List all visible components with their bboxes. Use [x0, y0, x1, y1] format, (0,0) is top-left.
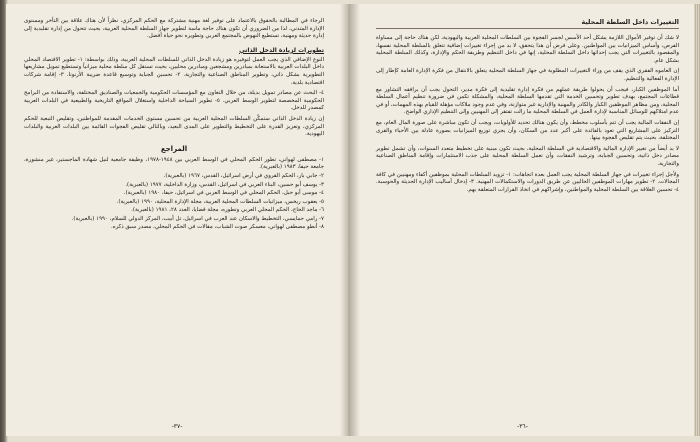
right-page: [350, 4, 695, 436]
reference-item: ٥- يعقوب ريخس، ميزانيات السلطات المحلية العربية، مجلة الإدارة المحلية، ١٩٩٠ (بالعبرية).: [116, 198, 324, 205]
paragraph: الرجاء في المطالبة بالحقوق بالاعتماد على توفير لغة مهنية مشتركة مع الحكم المركزي، نظراً لأن هناك علاقة بين التأخر ومستوى الإدارة المتدني، لذا من الضروري أن تكون هناك حاجة ماسة لتطوير جهاز السلطة المحلية العربية، بحيث تتحول من إدارة تقليدية إلى إدارة حديثة ومهنية، تستطيع النهوض بالمجتمع العربي وتطويره نحو حياة أفضل.: [24, 18, 324, 40]
reference-item: ٦- ماجد الحاج، الحكم المحلي العربي وتطوره، مجلة قضايا، العدد ٢٨، ١٩٨١ (بالعبرية).: [131, 207, 324, 214]
page-number-left: -٣٧-: [171, 423, 183, 430]
right-body-text: [376, 35, 679, 194]
paragraph: إن النفقات المالية يجب أن تتم بأسلوب مخطط، وأن يكون هنالك تحديد للأولويات، ويجب أن تكون مباشرة على صورة المال العام، مع التركيز على المشاريع التي تعود بالفائدة على أكبر عدد من السكان، وأن يجري توزيع الميزانيات بصورة عادلة بين الأحياء والقرى المختلفة، بحيث يتم تقليص الفجوة بينها.: [376, 119, 679, 142]
reference-item: ١- مصطفى لهواني، تطور الحكم المحلي في الوسط العربي بين ١٩٤٨-١٩٧٨، وظيفة جامعية لنيل شهادة الماجستير، غير منشورة، جامعة حيفا، ١٩٨٣ (بالعبرية).: [24, 156, 324, 171]
paragraph: إن العاموه الفقري الذي يقف من وراء التغييرات المطلوبة في جهاز السلطة المحلية يتعلق بالانتقال من فكرة الإدارة العامة كإطار إلى الإدارة الفعالية والتنظيم.: [376, 68, 679, 82]
paragraph: أما الموظفين الكبار، فيجب أن يحولوا طريقة عملهم من فكرة إدارة تقليدية إلى فكرة مدير، التحول يجب أن يرافقه التشاور مع قطاعات المجتمع، بهدف تطوير وتحسين الخدمة التي تقدمها السلطة المحلية، والمشكلة تكمن في ضرورة تنظيم أعمال السلطة المحلية، ومن مظاهر الموظفين الكبار والكادر والمهنية والإدارية غير متوازنة، وفي عدم وجود ملاكات مؤهلة للقيام بهذه المهمات، أو في عدم امتلاكهم للوسائل المناسبة لإدارة العمل في السلطة المحلية ما زالت تفتقر إلى المهنيين وإلى التنظيم الإداري الواضح.: [375, 86, 679, 116]
reference-item: ٤- موسى أبو حبل، الحكم المحلي في الوسط العربي في اسرائيل، حيفا، ١٩٨٠ (بالعبرية).: [123, 190, 324, 197]
reference-item: ٨- أنطو مصطفى لهواني، معسكر صوت الشباب، مقالات في الحكم المحلي، مصدر سبق ذكره.: [110, 224, 324, 231]
reference-item: ٢- جابي بار، الحكم القروي في أرض اسرائيل، القدس، ١٩٦٧ (بالعبرية).: [163, 172, 324, 179]
section-title: تطويرات لزيادة الدخل الذاتي: [239, 46, 324, 54]
paragraph: ولأجل إجراء تغييرات في جهاز السلطة المحلية يجب العمل بعدة اتجاهات: ١- تزويد السلطات المحلية بموظفين أكفاء ومهنيين في كافة المجالات. ٢- تطوير مهارات الموظفين الحاليين عن طريق الدورات والاستكمالات المهنية. ٣- إدخال أساليب الإدارة الحديثة والحوسبة. ٤- تحسين العلاقة بين السلطة المحلية والمواطنين، وإشراكهم في اتخاذ القرارات المتعلقة بهم.: [376, 171, 679, 193]
paragraph: لا شك أن توفير الأموال اللازمة يشكل أحد الأسس لجسر الفجوة بين السلطات المحلية العربية واليهودية، لكن هناك حاجة إلى مساواة الفرص، وأساس الميزانيات بين المواطنين. وعلى فرض أن هذا يتحقق، لا بد من إجراء تغييرات إضافية تتعلق بالسلطة المحلية نفسها، والمقصود بالتغييرات التي يجب إحداثها داخل السلطة المحلية، إنها في داخل التنظيم وطريقة الحكم والإدارة، وكذلك السلطة المحلية بشكل عام.: [376, 35, 679, 64]
references-title: المراجع: [160, 144, 188, 153]
page-number-right: -٣٦-: [517, 423, 528, 430]
reference-item: ٣- يوسف أبو حسين، البناء العربي في اسرائيل، القدس، وزارة الداخلية، ١٩٧٧ (بالعبرية).: [125, 181, 324, 188]
section-body: [24, 57, 324, 139]
running-head: التغييرات داخل السلطة المحلية: [376, 18, 679, 29]
paragraph: إن زيادة الدخل الذاتي ستمكّن السلطات المحلية العربية من تحسين مستوى الخدمات المقدمة للمواطنين، وتقليص التبعية للحكم المركزي، وتعزيز القدرة على التخطيط والتطوير على المدى البعيد، وبالتالي تقليص الفجوات القائمة بين البلدات العربية والبلدات اليهودية.: [24, 115, 324, 138]
left-page: [6, 4, 348, 436]
paragraph: لا بد أيضاً من تغيير الإدارة المالية والاقتصادية في السلطة المحلية، بحيث تكون مبنية على تخطيط متعدد السنوات، وأن تشمل تطوير مصادر دخل ذاتية، وتحسين الجباية، وترشيد النفقات، وأن تعمل السلطة المحلية على جذب الاستثمارات وإقامة المناطق الصناعية والتجارية.: [376, 145, 679, 167]
paragraph: ٤- البحث عن مصادر تمويل بديلة، من خلال التعاون مع المؤسسات الحكومية والجمعيات والصناديق المختلفة، والاستفادة من البرامج الحكومية المخصصة لتطوير الوسط العربي. ٥- تطوير السياحة الداخلية واستغلال المواقع التاريخية والطبيعية في البلدات العربية كمصدر للدخل.: [24, 90, 324, 112]
left-intro-text: [24, 18, 324, 41]
paragraph: النوع الإضافي الذي يجب العمل لتوفيره هو زيادة الدخل الذاتي للسلطات المحلية العربية، وذلك بواسطة: ١- تطوير الاقتصاد المحلي داخل البلدات العربية بالاستعانة بمبادرين ومشجعين ومبادرين محليين، بحيث تستقل كل سلطة محلية ميزانياً وتستطيع تمويل مشاريعها التطويرية بشكل ذاتي، وتطوير المناطق الصناعية والتجارية. ٢- تحسين الجباية وتوسيع قاعدة ضريبة الأرنونا. ٣- إقامة شركات اقتصادية بلدية.: [24, 56, 325, 86]
reference-item: ٧- رامي حمايسي، التخطيط والاسكان عند العرب في اسرائيل، تل أبيب، المركز الدولي للسلام، ١٩٩٠ (بالعبرية).: [71, 215, 324, 222]
page-edge: [694, 4, 700, 436]
references-list: [24, 157, 324, 232]
